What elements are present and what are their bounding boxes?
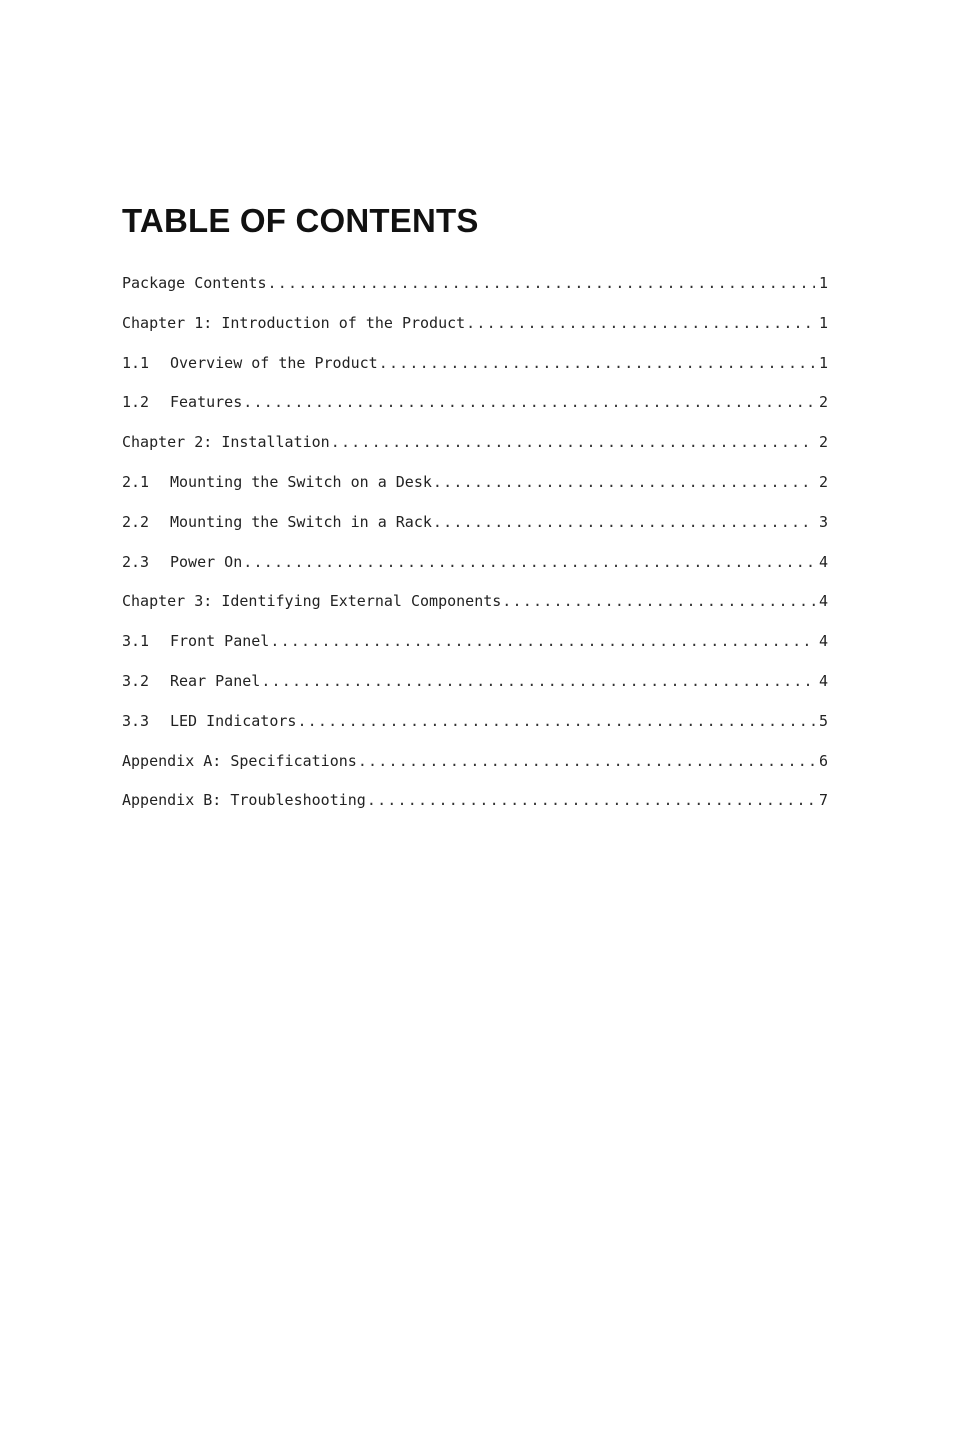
toc-entry-page: 3 (818, 512, 828, 531)
toc-entry-3-3[interactable] (122, 706, 828, 746)
toc-entry-label: LED Indicators (170, 711, 297, 730)
toc-entry-page: 4 (818, 592, 828, 611)
toc-entry-label: Features (170, 393, 243, 412)
toc-entry-page: 1 (818, 313, 828, 332)
dot-leader (367, 785, 815, 815)
toc-entry-2-2[interactable] (122, 507, 828, 547)
toc-entry-appendix-a[interactable] (122, 746, 828, 786)
toc-entry-label: Overview of the Product (170, 353, 378, 372)
toc-entry-appendix-b[interactable] (122, 785, 828, 825)
toc-entry-label: Package Contents (122, 274, 267, 292)
toc-entry-number: 3.2 (122, 671, 150, 690)
toc-entry-label: Appendix A: Specifications (122, 751, 357, 770)
toc-entry-label: Chapter 3: Identifying External Components (122, 592, 502, 611)
toc-entry-page: 4 (818, 671, 828, 690)
toc-entry-label: Chapter 2: Installation (122, 433, 330, 452)
toc-entry-3-2[interactable] (122, 666, 828, 706)
dot-leader (433, 467, 815, 497)
toc-entry-page: 4 (818, 552, 828, 571)
toc-entry-number: 2.2 (122, 512, 150, 531)
toc-entry-number: 2.1 (122, 472, 150, 491)
toc-entry-number: 1.2 (122, 393, 150, 412)
toc-entry-label: Front Panel (170, 632, 270, 651)
toc-entry-number: 2.3 (122, 552, 150, 571)
dot-leader (331, 427, 815, 457)
dot-leader (243, 547, 815, 577)
toc-entry-1-2[interactable] (122, 387, 828, 427)
toc-entry-page: 2 (818, 393, 828, 412)
toc-entry-chapter-3[interactable] (122, 586, 828, 626)
toc-entry-1-1[interactable] (122, 348, 828, 388)
toc-entry-number: 1.1 (122, 353, 150, 372)
dot-leader (358, 746, 815, 776)
dot-leader (261, 666, 815, 696)
dot-leader (268, 268, 816, 298)
toc-entry-page: 1 (818, 274, 828, 292)
toc-entry-label: Power On (170, 552, 243, 571)
dot-leader (270, 626, 815, 656)
toc-entry-page: 5 (818, 711, 828, 730)
toc-title: TABLE OF CONTENTS (122, 202, 479, 239)
dot-leader (466, 308, 815, 338)
toc-entry-2-3[interactable] (122, 547, 828, 587)
toc-entry-chapter-2[interactable] (122, 427, 828, 467)
toc-entry-page: 2 (818, 433, 828, 452)
toc-entry-3-1[interactable] (122, 626, 828, 666)
toc-entry-chapter-1[interactable] (122, 308, 828, 348)
toc-entry-label: Mounting the Switch on a Desk (170, 472, 432, 491)
toc-entry-page: 2 (818, 472, 828, 491)
dot-leader (433, 507, 815, 537)
toc-entry-2-1[interactable] (122, 467, 828, 507)
toc-entry-label: Chapter 1: Introduction of the Product (122, 313, 466, 332)
dot-leader (243, 387, 815, 417)
toc-entry-page: 6 (818, 751, 828, 770)
toc-entry-package-contents[interactable] (122, 268, 828, 308)
toc-entry-number: 3.3 (122, 711, 150, 730)
dot-leader (297, 706, 815, 736)
toc-entry-page: 1 (818, 353, 828, 372)
toc-entry-label: Mounting the Switch in a Rack (170, 512, 432, 531)
toc-entry-page: 4 (818, 632, 828, 651)
dot-leader (379, 348, 815, 378)
toc-entry-number: 3.1 (122, 632, 150, 651)
toc-entry-label: Rear Panel (170, 671, 261, 690)
dot-leader (502, 586, 815, 616)
toc-entry-label: Appendix B: Troubleshooting (122, 791, 366, 810)
toc-list (122, 268, 828, 825)
toc-entry-page: 7 (818, 791, 828, 810)
